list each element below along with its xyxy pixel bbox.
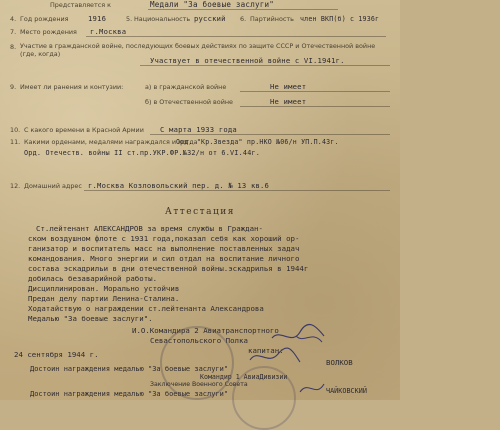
field-num: 11. — [10, 138, 21, 146]
commander-rank: капитан: — [248, 346, 284, 355]
commander-name: ВОЛКОВ — [326, 358, 353, 367]
field-label: Год рождения — [20, 15, 69, 23]
attestation-line: Предан делу партии Ленина-Сталина. — [28, 294, 180, 303]
field-num: 6. — [240, 15, 247, 23]
field-num: 8. — [10, 43, 17, 51]
field-num: 12. — [10, 182, 21, 190]
presented-label: Представляется к — [50, 1, 111, 9]
signature-stroke — [300, 384, 324, 392]
attestation-line: ском воздушном флоте с 1931 года,показал себя как хороший ор- — [28, 234, 300, 243]
conclusion-label: Заключение Военного Совета — [150, 381, 248, 388]
worthy-line-2: Достоин награждения медалью "За боевые заслуги" — [30, 390, 229, 398]
field-label: а) в гражданской войне — [145, 83, 227, 91]
field-label: б) в Отечественной войне — [145, 98, 233, 106]
field-value: Не имеет — [270, 97, 307, 106]
field-value: С марта 1933 года — [160, 125, 237, 134]
field-value: Орд. Отечеств. войны II ст.пр.УКР.ФР.№32/н от 6.VI.44г. — [24, 149, 261, 157]
worthy-line-1: Достоин награждения медалью "За боевые заслуги" — [30, 365, 229, 373]
field-value: член ВКП(б) с 1936г — [300, 15, 380, 23]
field-label: Национальность — [134, 15, 191, 23]
final-signatory-name: ЧАЙКОВСКИЙ — [326, 387, 367, 395]
signature-stroke — [296, 336, 322, 342]
field-value: Не имеет — [270, 82, 307, 91]
attestation-title: Аттестация — [165, 207, 235, 217]
signature-stroke — [250, 348, 300, 362]
field-label: Партийность — [250, 15, 294, 23]
field-num: 10. — [10, 126, 21, 134]
attestation-line: Ходатайствую о награждении ст.лейтенанта Александрова — [28, 304, 264, 313]
field-label: Участие в гражданской войне, последующих боевых действиях по защите СССР и Отечественной войне (где, когда) — [20, 42, 376, 58]
attestation-date: 24 сентября 1944 г. — [14, 350, 99, 359]
field-label: С какого времени в Красной Армии — [24, 126, 144, 134]
field-num: 5. — [126, 15, 133, 23]
award-value: Медали "За боевые заслуги" — [150, 0, 275, 9]
field-label: Имеет ли ранения и контузии: — [20, 83, 124, 91]
worthy-signature-caption: Командир 1 АвиаДивизии — [200, 373, 288, 381]
field-num: 4. — [10, 15, 17, 23]
attestation-line: Дисциплинирован. Морально устойчив — [28, 284, 180, 293]
field-value: г.Москва — [90, 27, 127, 36]
field-label: Какими орденами, медалями награждался и когда — [24, 138, 198, 146]
field-value: г.Москва Козловольский пер. д. № 13 кв.6 — [88, 181, 270, 190]
field-value: Орд. "Кр.Звезда" пр.НКО №06/н УП.П.43г. — [176, 138, 339, 146]
commander-line: И.О.Командира 2 Авиатранспортного — [132, 326, 279, 335]
field-value: Участвует в отечественной войне с VI.1941г. — [150, 56, 345, 65]
field-num: 9. — [10, 83, 17, 91]
attestation-line: Медалью "За боевые заслуги". — [28, 314, 153, 323]
field-label: Место рождения — [20, 28, 77, 36]
attestation-line: Ст.лейтенант АЛЕКСАНДРОВ за время службы в Граждан- — [36, 224, 263, 233]
attestation-line: командования. Много энергии и сил отдал на воспитание личного — [28, 254, 300, 263]
field-label: Домашний адрес — [24, 182, 82, 190]
field-value: русский — [194, 14, 226, 23]
attestation-line: состава эскадрильи в дни отечественной войны.эскадрилья в 1944г — [28, 264, 309, 273]
attestation-line: добилась безаварийной работы. — [28, 274, 158, 283]
attestation-line: ганизатор и воспитатель масс на выполнение поставленных задач — [28, 244, 300, 253]
signature-stroke — [272, 324, 324, 338]
field-num: 7. — [10, 28, 17, 36]
commander-line: Севастопольского Полка — [150, 336, 248, 345]
field-value: 1916 — [88, 14, 107, 23]
